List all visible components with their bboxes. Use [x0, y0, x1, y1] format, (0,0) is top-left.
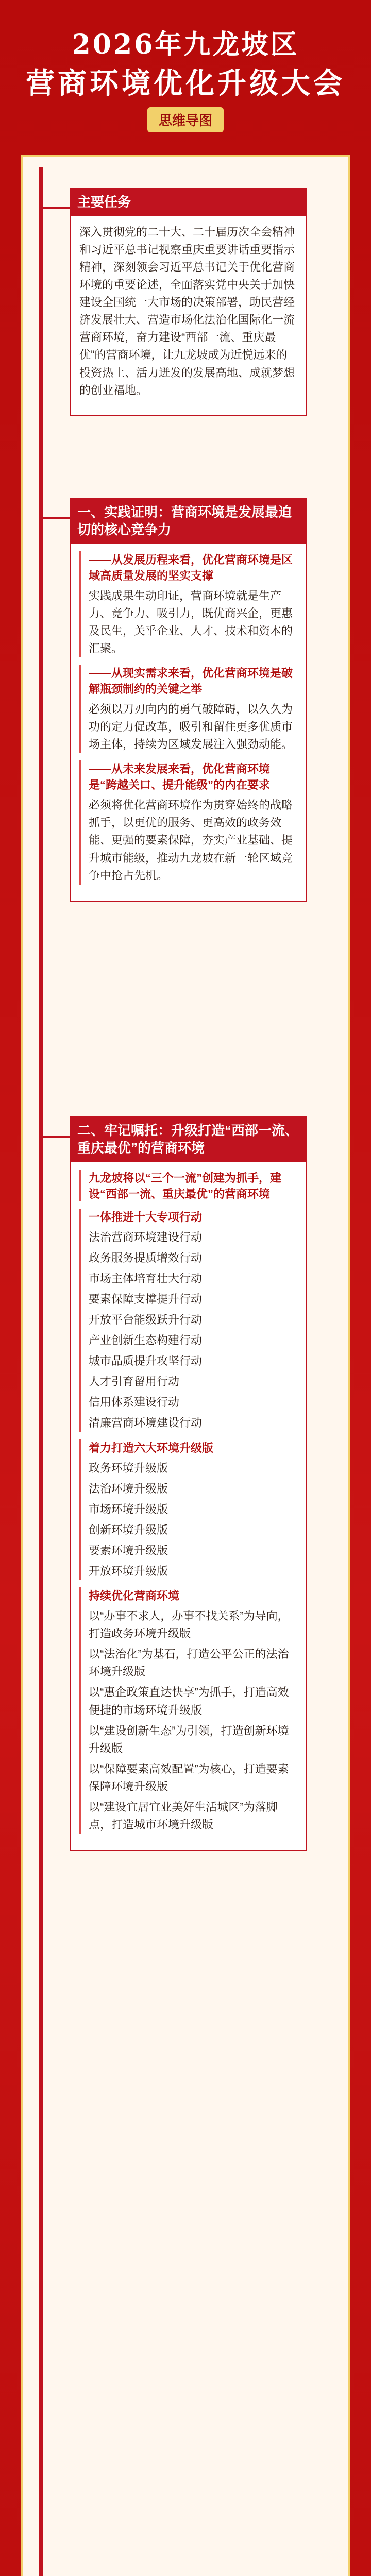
section-1-head: 一、实践证明：营商环境是发展最迫切的核心竞争力	[71, 499, 306, 544]
section-main-task-text: 深入贯彻党的二十大、二十届历次全会精神和习近平总书记视察重庆重要讲话重要指示精神，深刻领会习近平总书记关于优化营商环境的重要论述，全面落实党中央关于加快建设全国统一大市场的决策部署，助民营经济发展壮大、营造市场化法治化国际化一流营商环境，奋力建设“西部一流、重庆最优”的营商环境，让九龙坡成为近悦远来的投资热土、活力迸发的发展高地、成就梦想的创业福地。	[79, 225, 295, 397]
section-main-task-head: 主要任务	[71, 189, 306, 216]
mindmap-badge: 思维导图	[147, 107, 224, 132]
mindmap-trunk	[39, 167, 43, 2576]
section-2-sub-2-item: 政务服务提质增效行动	[89, 1251, 203, 1264]
section-2-sub-2-item: 产业创新生态构建行动	[89, 1334, 203, 1347]
section-1-sub-1	[79, 551, 298, 657]
section-2-sub-3-item: 创新环境升级版	[89, 1523, 168, 1536]
page-title-line2: 营商环境优化升级大会	[26, 66, 345, 100]
section-2-sub-4-title: 持续优化营商环境	[89, 1589, 180, 1603]
branch-connector	[43, 207, 70, 209]
section-2-head: 二、牢记嘱托：升级打造“西部一流、重庆最优”的营商环境	[71, 1117, 306, 1162]
page-title-line1: 2026年九龙坡区	[72, 29, 299, 60]
section-2-sub-2-item: 法治营商环境建设行动	[89, 1230, 203, 1244]
section-1-sub-3-text: 必须将优化营商环境作为贯穿始终的战略抓手，以更优的服务、更高效的政务效能、更强的要素保障，夯实产业基础、提升城市能级，推动九龙坡在新一轮区域竞争中抢占先机。	[89, 799, 293, 882]
section-2-sub-2-item: 城市品质提升攻坚行动	[89, 1354, 203, 1368]
section-2-sub-4-item: 以“建设宜居宜业美好生活城区”为落脚点，打造城市环境升级版	[89, 1801, 278, 1832]
header	[0, 0, 371, 134]
branch-connector	[43, 1136, 70, 1138]
section-2-sub-2	[79, 1209, 298, 1432]
section-1-sub-3	[79, 760, 298, 884]
section-1-sub-2-text: 必须以刀刃向内的勇气破障碍，以久久为功的定力促改革，吸引和留住更多优质市场主体，持续为区域发展注入强劲动能。	[89, 702, 293, 751]
section-2-sub-3-item: 政务环境升级版	[89, 1461, 168, 1475]
section-2-sub-2-item: 清廉营商环境建设行动	[89, 1416, 203, 1430]
branch-connector	[43, 517, 70, 519]
section-2-sub-4-item: 以“惠企政策直达快享”为抓手，打造高效便捷的市场环境升级版	[89, 1686, 289, 1717]
section-1-sub-1-title: ——从发展历程来看，优化营商环境是区域高质量发展的坚实支撑	[89, 553, 293, 582]
section-2-sub-4-item: 以“保障要素高效配置”为核心，打造要素保障环境升级版	[89, 1762, 289, 1793]
section-2-sub-3-title: 着力打造六大环境升级版	[89, 1441, 214, 1454]
section-2-sub-1	[79, 1170, 298, 1201]
section-2-sub-2-item: 开放平台能级跃升行动	[89, 1313, 203, 1326]
section-2-sub-3-item: 法治环境升级版	[89, 1482, 168, 1495]
mindmap-container	[21, 155, 350, 2576]
section-2-sub-4-item: 以“法治化”为基石，打造公平公正的法治环境升级版	[89, 1648, 289, 1679]
section-2-sub-2-item: 市场主体培育壮大行动	[89, 1272, 203, 1285]
section-2-sub-2-title: 一体推进十大专项行动	[89, 1210, 203, 1224]
section-2-sub-3	[79, 1439, 298, 1581]
section-2-sub-2-item: 要素保障支撑提升行动	[89, 1292, 203, 1306]
section-1-sub-3-title: ——从未来发展来看，优化营商环境是“跨越关口、提升能级”的内在要求	[89, 762, 271, 792]
section-2	[70, 1116, 307, 1851]
section-main-task	[70, 188, 307, 416]
section-2-sub-2-item: 信用体系建设行动	[89, 1396, 180, 1409]
section-2-sub-3-item: 要素环境升级版	[89, 1544, 168, 1557]
section-1	[70, 498, 307, 902]
section-2-sub-3-item: 开放环境升级版	[89, 1565, 168, 1578]
section-2-sub-1-title: 九龙坡将以“三个一流”创建为抓手，建设“西部一流、重庆最优”的营商环境	[89, 1171, 282, 1200]
section-1-sub-1-text: 实践成果生动印证，营商环境就是生产力、竞争力、吸引力，既优商兴企，更惠及民生，关乎企业、人才、技术和资本的汇聚。	[89, 589, 293, 655]
mindmap-board	[21, 155, 350, 2576]
section-1-sub-2-title: ——从现实需求来看，优化营商环境是破解瓶颈制约的关键之举	[89, 666, 293, 696]
section-2-sub-3-item: 市场环境升级版	[89, 1502, 168, 1516]
section-2-sub-4-item: 以“建设创新生态”为引领，打造创新环境升级版	[89, 1724, 289, 1755]
section-2-sub-4	[79, 1587, 298, 1834]
section-2-sub-4-item: 以“办事不求人，办事不找关系”为导向，打造政务环境升级版	[89, 1609, 289, 1640]
section-2-sub-2-item: 人才引育留用行动	[89, 1375, 180, 1388]
section-1-sub-2	[79, 665, 298, 753]
